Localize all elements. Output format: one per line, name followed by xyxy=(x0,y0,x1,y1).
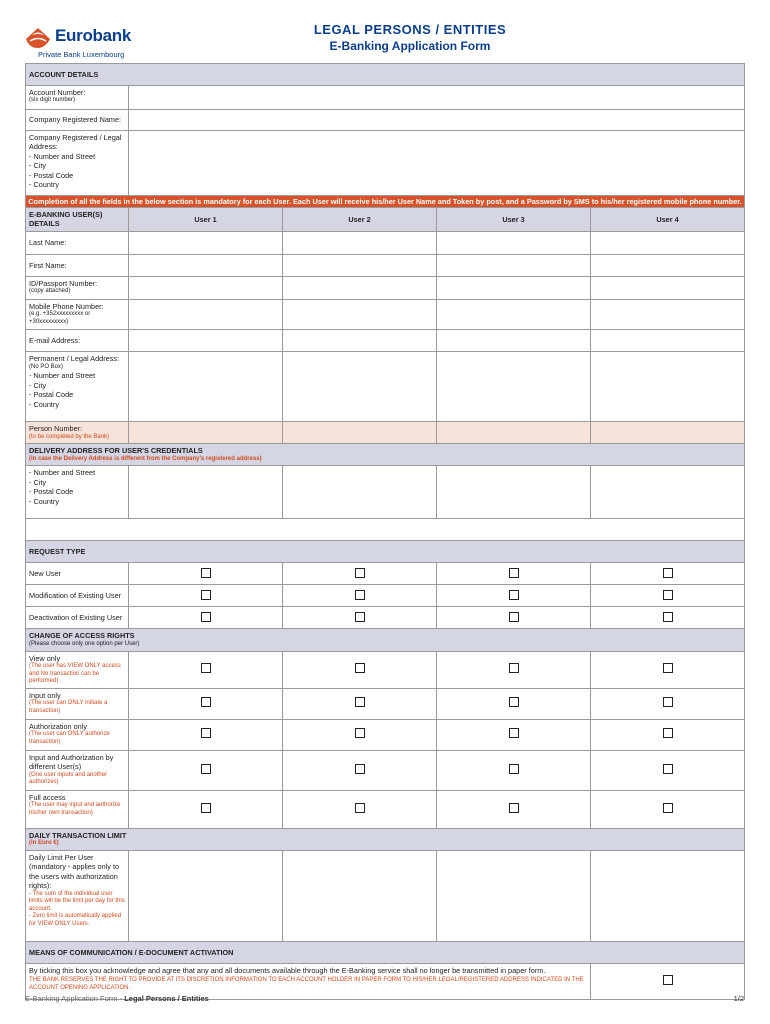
account-section-title: ACCOUNT DETAILS xyxy=(26,64,745,86)
checkbox[interactable] xyxy=(663,663,673,673)
id-number-note: (copy attached) xyxy=(29,288,71,295)
checkbox[interactable] xyxy=(663,590,673,600)
users-section-header xyxy=(26,208,745,232)
company-address-label-cell xyxy=(26,131,129,196)
daily-limit-bullet: - Zero limit is automatically applied for VIEW ONLY Users. xyxy=(29,913,122,927)
checkbox-cell xyxy=(129,607,283,629)
request-label: New User xyxy=(26,563,129,585)
checkbox[interactable] xyxy=(201,697,211,707)
last-name-label: Last Name: xyxy=(26,231,129,254)
checkbox[interactable] xyxy=(201,568,211,578)
company-address-line: - Country xyxy=(29,180,60,190)
mobile-field[interactable] xyxy=(591,299,745,329)
checkbox[interactable] xyxy=(201,803,211,813)
delivery-address-line: - City xyxy=(29,477,47,487)
access-label-cell xyxy=(26,750,129,790)
company-address-line: - Number and Street xyxy=(29,151,96,161)
person-number-field xyxy=(129,422,283,444)
comm-section-header xyxy=(26,941,745,963)
eurobank-logo xyxy=(25,24,132,62)
checkbox-cell xyxy=(283,719,437,750)
checkbox[interactable] xyxy=(509,612,519,622)
checkbox[interactable] xyxy=(355,590,365,600)
request-section-title: REQUEST TYPE xyxy=(26,541,745,563)
checkbox-cell xyxy=(283,563,437,585)
user-column-header: User 2 xyxy=(283,208,437,232)
daily-limit-field[interactable] xyxy=(129,850,283,941)
checkbox-cell xyxy=(437,563,591,585)
checkbox[interactable] xyxy=(663,728,673,738)
mobile-field[interactable] xyxy=(283,299,437,329)
daily-limit-label: Daily Limit Per User (mandatory - applies only to the users with authorization rights): xyxy=(29,852,120,891)
checkbox-cell xyxy=(591,563,745,585)
limit-section-title-cell xyxy=(26,828,745,850)
user-address-note: (No PO Box) xyxy=(29,363,64,370)
delivery-address-field[interactable] xyxy=(437,466,591,519)
account-number-label-cell xyxy=(26,86,129,110)
checkbox-cell xyxy=(591,688,745,719)
footer-form-name xyxy=(25,994,209,1003)
checkbox-cell xyxy=(437,651,591,688)
first-name-field[interactable] xyxy=(129,254,283,276)
delivery-address-line: - Country xyxy=(29,496,60,506)
email-row xyxy=(26,330,745,352)
email-field[interactable] xyxy=(591,330,745,352)
mandatory-banner-row xyxy=(26,196,745,208)
access-note: (One user inputs and another authorizes) xyxy=(29,771,108,786)
checkbox[interactable] xyxy=(355,803,365,813)
checkbox-cell xyxy=(283,688,437,719)
delivery-spacer-row xyxy=(26,519,745,541)
user-address-field[interactable] xyxy=(591,352,745,422)
access-row xyxy=(26,688,745,719)
access-label: Input only xyxy=(29,690,61,700)
checkbox-cell xyxy=(437,585,591,607)
comm-section-title: MEANS OF COMMUNICATION / E-DOCUMENT ACTIVATION xyxy=(26,941,745,963)
checkbox-cell xyxy=(129,585,283,607)
checkbox[interactable] xyxy=(355,568,365,578)
checkbox[interactable] xyxy=(355,612,365,622)
checkbox-cell xyxy=(283,585,437,607)
email-field[interactable] xyxy=(437,330,591,352)
company-address-line: - City xyxy=(29,161,47,171)
first-name-field[interactable] xyxy=(591,254,745,276)
last-name-field[interactable] xyxy=(591,231,745,254)
checkbox-cell xyxy=(129,719,283,750)
person-number-row xyxy=(26,422,745,444)
access-label-cell xyxy=(26,790,129,828)
user-address-field[interactable] xyxy=(437,352,591,422)
email-label: E-mail Address: xyxy=(26,330,129,352)
checkbox-cell xyxy=(283,651,437,688)
access-label-cell xyxy=(26,688,129,719)
comm-warning: THE BANK RESERVES THE RIGHT TO PROVIDE AT ITS DISCRETION INFORMATION TO EACH ACCOUNT HOLDER IN PAPER FORM TO HIS/HER LEGAL/REGISTERED ADDRESS INDICATED IN THE ACCOUNT OPENING APPLICATION. xyxy=(29,977,584,991)
checkbox[interactable] xyxy=(509,568,519,578)
request-row xyxy=(26,585,745,607)
access-row xyxy=(26,790,745,828)
company-address-field[interactable] xyxy=(129,131,745,196)
access-label-cell xyxy=(26,651,129,688)
id-number-row xyxy=(26,276,745,299)
company-name-label: Company Registered Name: xyxy=(26,110,129,131)
checkbox-cell xyxy=(591,651,745,688)
request-section-header xyxy=(26,541,745,563)
application-form-table xyxy=(25,63,745,1000)
company-address-line: - Postal Code xyxy=(29,170,74,180)
access-section-title-cell xyxy=(26,629,745,651)
access-row xyxy=(26,719,745,750)
person-number-label: Person Number: xyxy=(29,424,83,434)
checkbox[interactable] xyxy=(201,663,211,673)
mobile-field[interactable] xyxy=(437,299,591,329)
comm-text: By ticking this box you acknowledge and agree that any and all documents available through the E-Banking service shall no longer be transmitted in paper form. xyxy=(29,965,546,975)
checkbox[interactable] xyxy=(509,764,519,774)
checkbox-cell xyxy=(437,688,591,719)
checkbox[interactable] xyxy=(509,728,519,738)
request-row xyxy=(26,563,745,585)
last-name-field[interactable] xyxy=(437,231,591,254)
mobile-note: (e.g. +352xxxxxxxxx or +30xxxxxxxxx) xyxy=(29,311,91,326)
page-header xyxy=(0,0,770,62)
delivery-section-title-cell xyxy=(26,444,745,466)
mandatory-banner: Completion of all the fields in the below section is mandatory for each User. Each User will receive his/her User Name and Token by post, and a Password by SMS to his/her registered mobile phone number. xyxy=(26,196,745,208)
person-number-field xyxy=(591,422,745,444)
checkbox[interactable] xyxy=(509,590,519,600)
daily-limit-field[interactable] xyxy=(437,850,591,941)
email-field[interactable] xyxy=(283,330,437,352)
checkbox-cell xyxy=(437,750,591,790)
daily-limit-row xyxy=(26,850,745,941)
page-title: LEGAL PERSONS / ENTITIES xyxy=(313,22,507,37)
checkbox-cell xyxy=(591,750,745,790)
checkbox-cell xyxy=(591,719,745,750)
user-address-label: Permanent / Legal Address: xyxy=(29,354,120,364)
e-document-checkbox[interactable] xyxy=(663,975,673,985)
checkbox-cell xyxy=(591,585,745,607)
company-name-row xyxy=(26,110,745,131)
checkbox[interactable] xyxy=(355,697,365,707)
last-name-field[interactable] xyxy=(283,231,437,254)
access-section-header xyxy=(26,629,745,651)
first-name-field[interactable] xyxy=(437,254,591,276)
delivery-address-field[interactable] xyxy=(129,466,283,519)
first-name-field[interactable] xyxy=(283,254,437,276)
checkbox[interactable] xyxy=(663,803,673,813)
checkbox[interactable] xyxy=(509,803,519,813)
checkbox[interactable] xyxy=(663,612,673,622)
brand-name: Eurobank xyxy=(55,26,132,45)
delivery-section-note: (in case the Delivery Address is different from the Company's registered address) xyxy=(29,455,262,462)
user-column-header: User 3 xyxy=(437,208,591,232)
daily-limit-field[interactable] xyxy=(283,850,437,941)
checkbox-cell xyxy=(129,790,283,828)
user-column-header: User 4 xyxy=(591,208,745,232)
user-address-line: - Number and Street xyxy=(29,371,96,381)
id-number-field[interactable] xyxy=(283,276,437,299)
access-label-cell xyxy=(26,719,129,750)
person-number-field xyxy=(283,422,437,444)
access-section-note: (Please choose only one option per User) xyxy=(29,640,140,647)
mobile-field[interactable] xyxy=(129,299,283,329)
id-number-label: ID/Passport Number: xyxy=(29,278,98,288)
footer-form-type: Legal Persons / Entities xyxy=(124,994,209,1003)
access-row xyxy=(26,651,745,688)
daily-limit-label-cell xyxy=(26,850,129,941)
checkbox[interactable] xyxy=(355,663,365,673)
access-note: (The user has VIEW ONLY access and No transaction can be performed) xyxy=(29,663,121,685)
id-number-label-cell xyxy=(26,276,129,299)
page-subtitle: E-Banking Application Form xyxy=(329,39,491,53)
checkbox-cell xyxy=(437,790,591,828)
checkbox[interactable] xyxy=(355,728,365,738)
user-address-line: - Postal Code xyxy=(29,390,74,400)
delivery-address-field[interactable] xyxy=(283,466,437,519)
access-note: (The user can ONLY initiate a transaction) xyxy=(29,700,108,714)
company-address-line: Address: xyxy=(29,142,58,152)
first-name-label: First Name: xyxy=(26,254,129,276)
mobile-label: Mobile Phone Number: xyxy=(29,301,104,311)
account-number-field[interactable] xyxy=(129,86,745,110)
checkbox[interactable] xyxy=(509,697,519,707)
checkbox-cell xyxy=(591,607,745,629)
limit-section-note: (in Euro €) xyxy=(29,840,59,847)
daily-limit-field[interactable] xyxy=(591,850,745,941)
delivery-address-label-cell xyxy=(26,466,129,519)
checkbox[interactable] xyxy=(201,764,211,774)
checkbox[interactable] xyxy=(663,697,673,707)
checkbox[interactable] xyxy=(509,663,519,673)
access-label: Input and Authorization by different User(s) xyxy=(29,752,114,772)
access-row xyxy=(26,750,745,790)
user-address-field[interactable] xyxy=(283,352,437,422)
user-address-label-cell xyxy=(26,352,129,422)
request-label: Modification of Existing User xyxy=(26,585,129,607)
checkbox-cell xyxy=(283,750,437,790)
access-label: Full access xyxy=(29,792,66,802)
company-name-field[interactable] xyxy=(129,110,745,131)
user-address-line: - Country xyxy=(29,399,60,409)
eurobank-logo-icon xyxy=(25,27,51,49)
last-name-field[interactable] xyxy=(129,231,283,254)
access-section-title: CHANGE OF ACCESS RIGHTS xyxy=(29,631,135,641)
request-label: Deactivation of Existing User xyxy=(26,607,129,629)
checkbox[interactable] xyxy=(201,728,211,738)
person-number-note: (to be completed by the Bank) xyxy=(29,433,110,440)
account-number-note: (six digit number) xyxy=(29,97,76,104)
mobile-label-cell xyxy=(26,299,129,329)
last-name-row xyxy=(26,231,745,254)
first-name-row xyxy=(26,254,745,276)
checkbox-cell xyxy=(591,790,745,828)
checkbox-cell xyxy=(283,790,437,828)
id-number-field[interactable] xyxy=(591,276,745,299)
mobile-row xyxy=(26,299,745,329)
checkbox-cell xyxy=(283,607,437,629)
email-field[interactable] xyxy=(129,330,283,352)
checkbox-cell xyxy=(437,719,591,750)
delivery-address-row xyxy=(26,466,745,519)
daily-limit-bullet: - The sum of the individual user limits will be the limit per day for this account. xyxy=(29,890,125,912)
delivery-address-line: - Postal Code xyxy=(29,487,74,497)
company-address-row xyxy=(26,131,745,196)
delivery-section-title: DELIVERY ADDRESS FOR USER'S CREDENTIALS xyxy=(29,446,203,456)
spacer-cell xyxy=(26,519,745,541)
company-address-line: Company Registered / Legal xyxy=(29,133,122,142)
user-address-field[interactable] xyxy=(129,352,283,422)
user-address-line: - City xyxy=(29,380,47,390)
access-label: View only xyxy=(29,653,61,663)
page-number: 1/2 xyxy=(733,994,744,1003)
person-number-label-cell xyxy=(26,422,129,444)
user-address-row xyxy=(26,352,745,422)
checkbox-cell xyxy=(129,688,283,719)
checkbox[interactable] xyxy=(663,764,673,774)
person-number-field xyxy=(437,422,591,444)
checkbox-cell xyxy=(129,750,283,790)
checkbox-cell xyxy=(437,607,591,629)
access-note: (The user may input and authorize his/her own transaction) xyxy=(29,802,121,816)
delivery-address-field[interactable] xyxy=(591,466,745,519)
checkbox[interactable] xyxy=(201,612,211,622)
limit-section-title: DAILY TRANSACTION LIMIT xyxy=(29,830,127,840)
account-section-header xyxy=(26,64,745,86)
users-section-title: E-BANKING USER(S) DETAILS xyxy=(26,208,129,232)
account-number-row xyxy=(26,86,745,110)
checkbox[interactable] xyxy=(201,590,211,600)
checkbox[interactable] xyxy=(355,764,365,774)
user-column-header: User 1 xyxy=(129,208,283,232)
brand-subtitle: Private Bank Luxembourg xyxy=(38,50,125,59)
delivery-section-header xyxy=(26,444,745,466)
checkbox-cell xyxy=(129,563,283,585)
checkbox[interactable] xyxy=(663,568,673,578)
limit-section-header xyxy=(26,828,745,850)
id-number-field[interactable] xyxy=(129,276,283,299)
checkbox-cell xyxy=(129,651,283,688)
account-number-label: Account Number: xyxy=(29,88,86,97)
access-label: Authorization only xyxy=(29,721,88,731)
footer-form-title: E-Banking Application Form - xyxy=(25,994,125,1003)
access-note: (The user can ONLY authorize transaction) xyxy=(29,731,110,745)
id-number-field[interactable] xyxy=(437,276,591,299)
request-row xyxy=(26,607,745,629)
delivery-address-line: - Number and Street xyxy=(29,468,96,478)
